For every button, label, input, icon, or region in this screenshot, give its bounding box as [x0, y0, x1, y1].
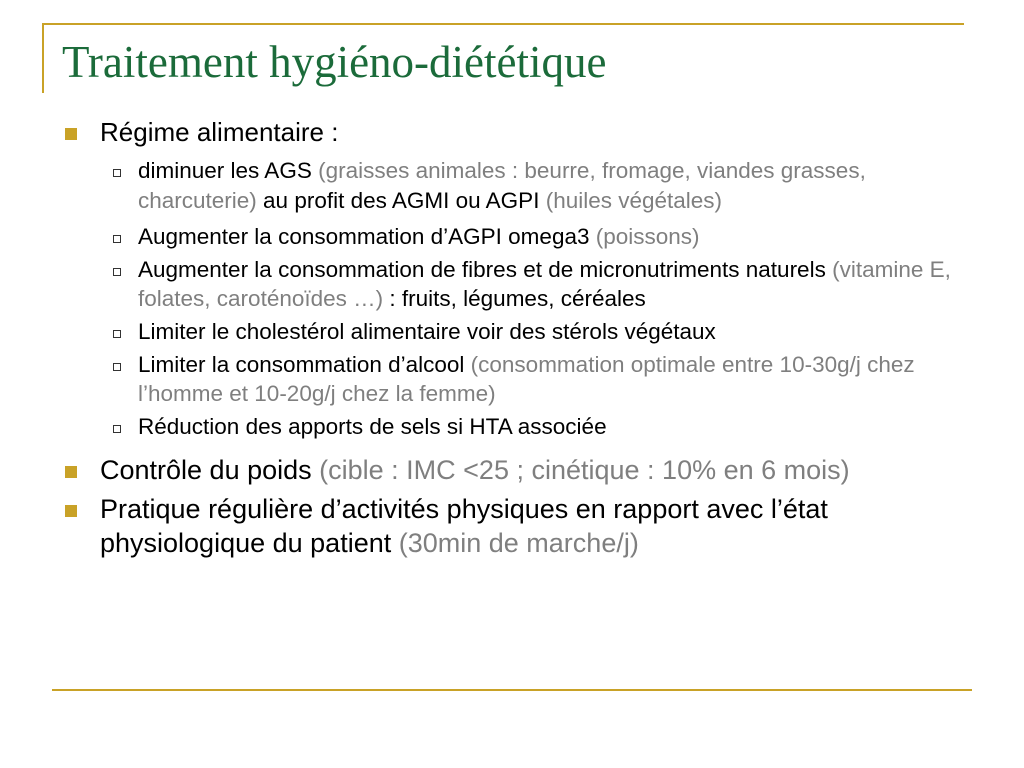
sub-bullet-text: au profit des AGMI ou AGPI: [256, 188, 540, 213]
sub-bullet-text: diminuer les AGS: [138, 158, 312, 183]
bullet-text: Contrôle du poids: [100, 455, 312, 485]
sub-bullet-text: Réduction des apports de sels si HTA associée: [138, 414, 607, 439]
bullet-detail: (cible : IMC <25 ; cinétique : 10% en 6 mois): [311, 455, 850, 485]
bullet-regime: [60, 118, 960, 146]
sub-bullet-cholesterol: [60, 317, 960, 346]
square-bullet-icon: [65, 466, 77, 478]
hollow-square-bullet-icon: [113, 169, 121, 177]
square-bullet-icon: [65, 128, 77, 140]
slide-content: [60, 118, 960, 560]
sub-bullet-alcool: [60, 350, 960, 408]
bullet-detail: (30min de marche/j): [391, 528, 639, 558]
sub-bullet-fibres: [60, 255, 960, 313]
sub-bullet-text: Limiter la consommation d’alcool: [138, 352, 465, 377]
sub-bullet-detail: (consommation optimale entre 10-30g/j chez l’homme et 10-20g/j chez la femme): [138, 352, 915, 406]
bullet-activite-physique: [60, 492, 960, 560]
bullet-text: Pratique régulière d’activités physiques en rapport avec l’état physiologique du patient: [100, 494, 828, 558]
sub-bullet-detail: (poissons): [589, 224, 700, 249]
slide-title: Traitement hygiéno-diététique: [62, 37, 607, 87]
sub-bullet-text: Augmenter la consommation d’AGPI omega3: [138, 224, 590, 249]
sub-bullet-text: Limiter le cholestérol alimentaire voir des stérols végétaux: [138, 319, 716, 344]
hollow-square-bullet-icon: [113, 425, 121, 433]
frame-top-line: [42, 23, 964, 25]
frame-bottom-line: [52, 689, 972, 691]
square-bullet-icon: [65, 505, 77, 517]
sub-bullet-ags: [60, 156, 960, 216]
frame-left-line: [42, 23, 44, 93]
hollow-square-bullet-icon: [113, 235, 121, 243]
sub-bullet-text: : fruits, légumes, céréales: [383, 286, 646, 311]
sub-bullet-sels: [60, 412, 960, 441]
hollow-square-bullet-icon: [113, 363, 121, 371]
sub-bullet-omega3: [60, 222, 960, 251]
sub-bullet-detail: (graisses animales : beurre, fromage, viandes grasses, charcuterie): [138, 158, 866, 213]
sub-bullet-detail: (huiles végétales): [539, 188, 723, 213]
sub-bullet-detail: (vitamine E, folates, caroténoïdes …): [138, 257, 951, 311]
bullet-poids: [60, 453, 960, 487]
sub-bullet-text: Augmenter la consommation de fibres et de micronutriments naturels: [138, 257, 826, 282]
bullet-text: Régime alimentaire :: [100, 117, 339, 147]
hollow-square-bullet-icon: [113, 330, 121, 338]
hollow-square-bullet-icon: [113, 268, 121, 276]
